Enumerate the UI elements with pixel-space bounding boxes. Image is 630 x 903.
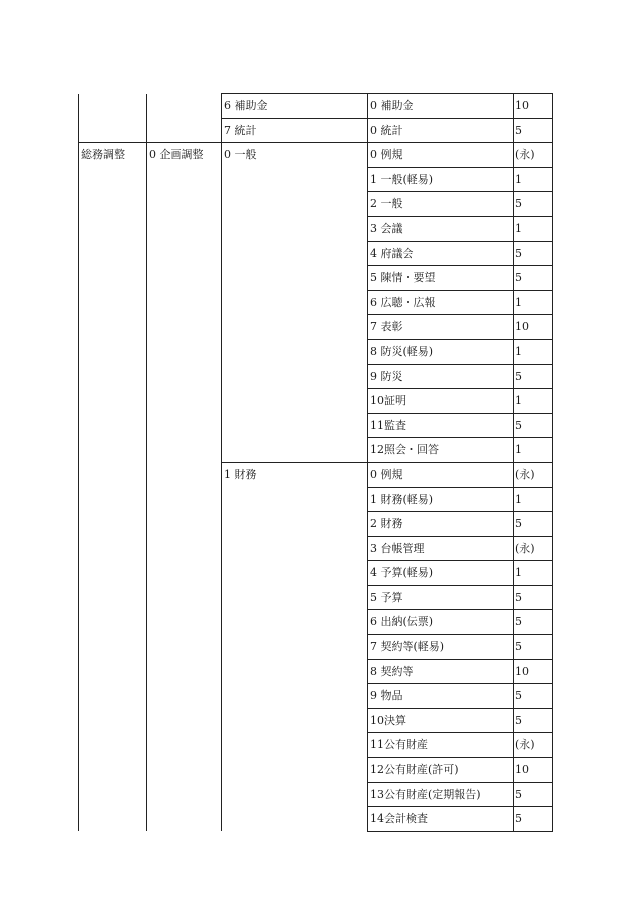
retention-period-cell: 10 — [514, 659, 553, 684]
table-row — [79, 167, 553, 192]
retention-period-cell: (永) — [514, 536, 553, 561]
category-cell — [79, 241, 147, 266]
table-row — [79, 462, 553, 487]
item-cell: 5 陳情・要望 — [368, 266, 514, 291]
retention-period-cell: 1 — [514, 167, 553, 192]
category-cell — [79, 413, 147, 438]
subcategory-cell — [147, 339, 222, 364]
subcategory-cell — [147, 733, 222, 758]
item-cell: 13公有財産(定期報告) — [368, 782, 514, 807]
category-cell — [79, 462, 147, 487]
retention-period-cell: 5 — [514, 512, 553, 537]
section-cell — [222, 315, 368, 340]
section-cell — [222, 389, 368, 414]
subcategory-cell — [147, 807, 222, 832]
section-cell — [222, 561, 368, 586]
category-cell — [79, 585, 147, 610]
section-cell: 1 財務 — [222, 462, 368, 487]
item-cell: 0 例規 — [368, 462, 514, 487]
item-cell: 12照会・回答 — [368, 438, 514, 463]
category-cell — [79, 118, 147, 143]
subcategory-cell — [147, 241, 222, 266]
table-row — [79, 364, 553, 389]
section-cell — [222, 167, 368, 192]
item-cell: 11監査 — [368, 413, 514, 438]
retention-period-cell: (永) — [514, 143, 553, 168]
subcategory-cell — [147, 290, 222, 315]
section-cell — [222, 758, 368, 783]
retention-period-cell: (永) — [514, 462, 553, 487]
retention-period-cell: 5 — [514, 118, 553, 143]
section-cell — [222, 290, 368, 315]
section-cell — [222, 610, 368, 635]
table-row — [79, 339, 553, 364]
section-cell — [222, 733, 368, 758]
section-cell — [222, 659, 368, 684]
table-row — [79, 585, 553, 610]
item-cell: 4 予算(軽易) — [368, 561, 514, 586]
retention-period-cell: 1 — [514, 290, 553, 315]
category-cell — [79, 438, 147, 463]
category-cell — [79, 216, 147, 241]
retention-period-cell: 5 — [514, 610, 553, 635]
category-cell — [79, 315, 147, 340]
item-cell: 3 台帳管理 — [368, 536, 514, 561]
item-cell: 12公有財産(許可) — [368, 758, 514, 783]
category-cell — [79, 389, 147, 414]
section-cell — [222, 708, 368, 733]
category-cell — [79, 536, 147, 561]
table-row — [79, 241, 553, 266]
item-cell: 5 予算 — [368, 585, 514, 610]
category-cell — [79, 659, 147, 684]
retention-period-cell: 5 — [514, 684, 553, 709]
item-cell: 14会計検査 — [368, 807, 514, 832]
table-row — [79, 266, 553, 291]
category-cell — [79, 610, 147, 635]
retention-period-cell: 10 — [514, 758, 553, 783]
subcategory-cell — [147, 315, 222, 340]
subcategory-cell — [147, 192, 222, 217]
subcategory-cell — [147, 536, 222, 561]
retention-period-cell: 5 — [514, 192, 553, 217]
section-cell — [222, 487, 368, 512]
subcategory-cell — [147, 561, 222, 586]
table-row — [79, 610, 553, 635]
table-row — [79, 216, 553, 241]
subcategory-cell — [147, 659, 222, 684]
category-cell — [79, 807, 147, 832]
retention-period-cell: 5 — [514, 585, 553, 610]
section-cell — [222, 438, 368, 463]
table-row — [79, 94, 553, 119]
table-row — [79, 413, 553, 438]
retention-table — [78, 93, 553, 832]
retention-period-cell: 1 — [514, 561, 553, 586]
retention-period-cell: 1 — [514, 216, 553, 241]
subcategory-cell — [147, 585, 222, 610]
subcategory-cell — [147, 167, 222, 192]
section-cell — [222, 684, 368, 709]
subcategory-cell — [147, 413, 222, 438]
category-cell — [79, 733, 147, 758]
retention-period-cell: 5 — [514, 364, 553, 389]
item-cell: 1 一般(軽易) — [368, 167, 514, 192]
retention-period-cell: 1 — [514, 389, 553, 414]
category-cell — [79, 94, 147, 119]
retention-period-cell: 10 — [514, 94, 553, 119]
category-cell — [79, 192, 147, 217]
category-cell — [79, 708, 147, 733]
category-cell — [79, 758, 147, 783]
section-cell — [222, 364, 368, 389]
section-cell — [222, 782, 368, 807]
table-row — [79, 143, 553, 168]
item-cell: 7 表彰 — [368, 315, 514, 340]
category-cell — [79, 266, 147, 291]
category-cell — [79, 290, 147, 315]
item-cell: 6 広聴・広報 — [368, 290, 514, 315]
subcategory-cell — [147, 118, 222, 143]
item-cell: 7 契約等(軽易) — [368, 635, 514, 660]
table-row — [79, 118, 553, 143]
subcategory-cell — [147, 758, 222, 783]
table-row — [79, 290, 553, 315]
item-cell: 10証明 — [368, 389, 514, 414]
item-cell: 1 財務(軽易) — [368, 487, 514, 512]
table-row — [79, 389, 553, 414]
table-row — [79, 782, 553, 807]
retention-period-cell: 5 — [514, 266, 553, 291]
retention-period-cell: 5 — [514, 782, 553, 807]
section-cell: 6 補助金 — [222, 94, 368, 119]
retention-period-cell: 5 — [514, 241, 553, 266]
subcategory-cell — [147, 684, 222, 709]
table-row — [79, 635, 553, 660]
section-cell — [222, 241, 368, 266]
item-cell: 8 防災(軽易) — [368, 339, 514, 364]
item-cell: 0 例規 — [368, 143, 514, 168]
retention-period-cell: (永) — [514, 733, 553, 758]
table-row — [79, 315, 553, 340]
table-row — [79, 708, 553, 733]
category-cell — [79, 782, 147, 807]
table-row — [79, 684, 553, 709]
item-cell: 10決算 — [368, 708, 514, 733]
section-cell — [222, 807, 368, 832]
table-row — [79, 561, 553, 586]
table-row — [79, 733, 553, 758]
item-cell: 2 財務 — [368, 512, 514, 537]
table-row — [79, 807, 553, 832]
subcategory-cell — [147, 512, 222, 537]
table-row — [79, 758, 553, 783]
subcategory-cell — [147, 782, 222, 807]
subcategory-cell — [147, 266, 222, 291]
table-body — [79, 94, 553, 832]
retention-period-cell: 10 — [514, 315, 553, 340]
item-cell: 0 補助金 — [368, 94, 514, 119]
category-cell — [79, 512, 147, 537]
table-row — [79, 536, 553, 561]
item-cell: 8 契約等 — [368, 659, 514, 684]
section-cell — [222, 216, 368, 241]
retention-period-cell: 1 — [514, 487, 553, 512]
subcategory-cell — [147, 610, 222, 635]
retention-period-cell: 1 — [514, 438, 553, 463]
retention-period-cell: 5 — [514, 708, 553, 733]
subcategory-cell — [147, 364, 222, 389]
section-cell — [222, 339, 368, 364]
table-row — [79, 192, 553, 217]
category-cell — [79, 339, 147, 364]
subcategory-cell — [147, 389, 222, 414]
section-cell — [222, 585, 368, 610]
section-cell — [222, 266, 368, 291]
category-cell: 総務調整 — [79, 143, 147, 168]
category-cell — [79, 364, 147, 389]
category-cell — [79, 635, 147, 660]
item-cell: 4 府議会 — [368, 241, 514, 266]
category-cell — [79, 487, 147, 512]
subcategory-cell — [147, 708, 222, 733]
retention-period-cell: 1 — [514, 339, 553, 364]
item-cell: 0 統計 — [368, 118, 514, 143]
section-cell: 0 一般 — [222, 143, 368, 168]
subcategory-cell — [147, 438, 222, 463]
retention-period-cell: 5 — [514, 413, 553, 438]
subcategory-cell — [147, 94, 222, 119]
item-cell: 9 物品 — [368, 684, 514, 709]
subcategory-cell — [147, 216, 222, 241]
subcategory-cell — [147, 462, 222, 487]
category-cell — [79, 684, 147, 709]
item-cell: 9 防災 — [368, 364, 514, 389]
category-cell — [79, 561, 147, 586]
section-cell: 7 統計 — [222, 118, 368, 143]
table-row — [79, 487, 553, 512]
retention-period-cell: 5 — [514, 635, 553, 660]
table-row — [79, 512, 553, 537]
item-cell: 3 会議 — [368, 216, 514, 241]
category-cell — [79, 167, 147, 192]
subcategory-cell — [147, 635, 222, 660]
retention-period-cell: 5 — [514, 807, 553, 832]
item-cell: 2 一般 — [368, 192, 514, 217]
table-row — [79, 438, 553, 463]
subcategory-cell: 0 企画調整 — [147, 143, 222, 168]
subcategory-cell — [147, 487, 222, 512]
item-cell: 6 出納(伝票) — [368, 610, 514, 635]
section-cell — [222, 536, 368, 561]
section-cell — [222, 413, 368, 438]
section-cell — [222, 635, 368, 660]
section-cell — [222, 512, 368, 537]
item-cell: 11公有財産 — [368, 733, 514, 758]
table-row — [79, 659, 553, 684]
section-cell — [222, 192, 368, 217]
